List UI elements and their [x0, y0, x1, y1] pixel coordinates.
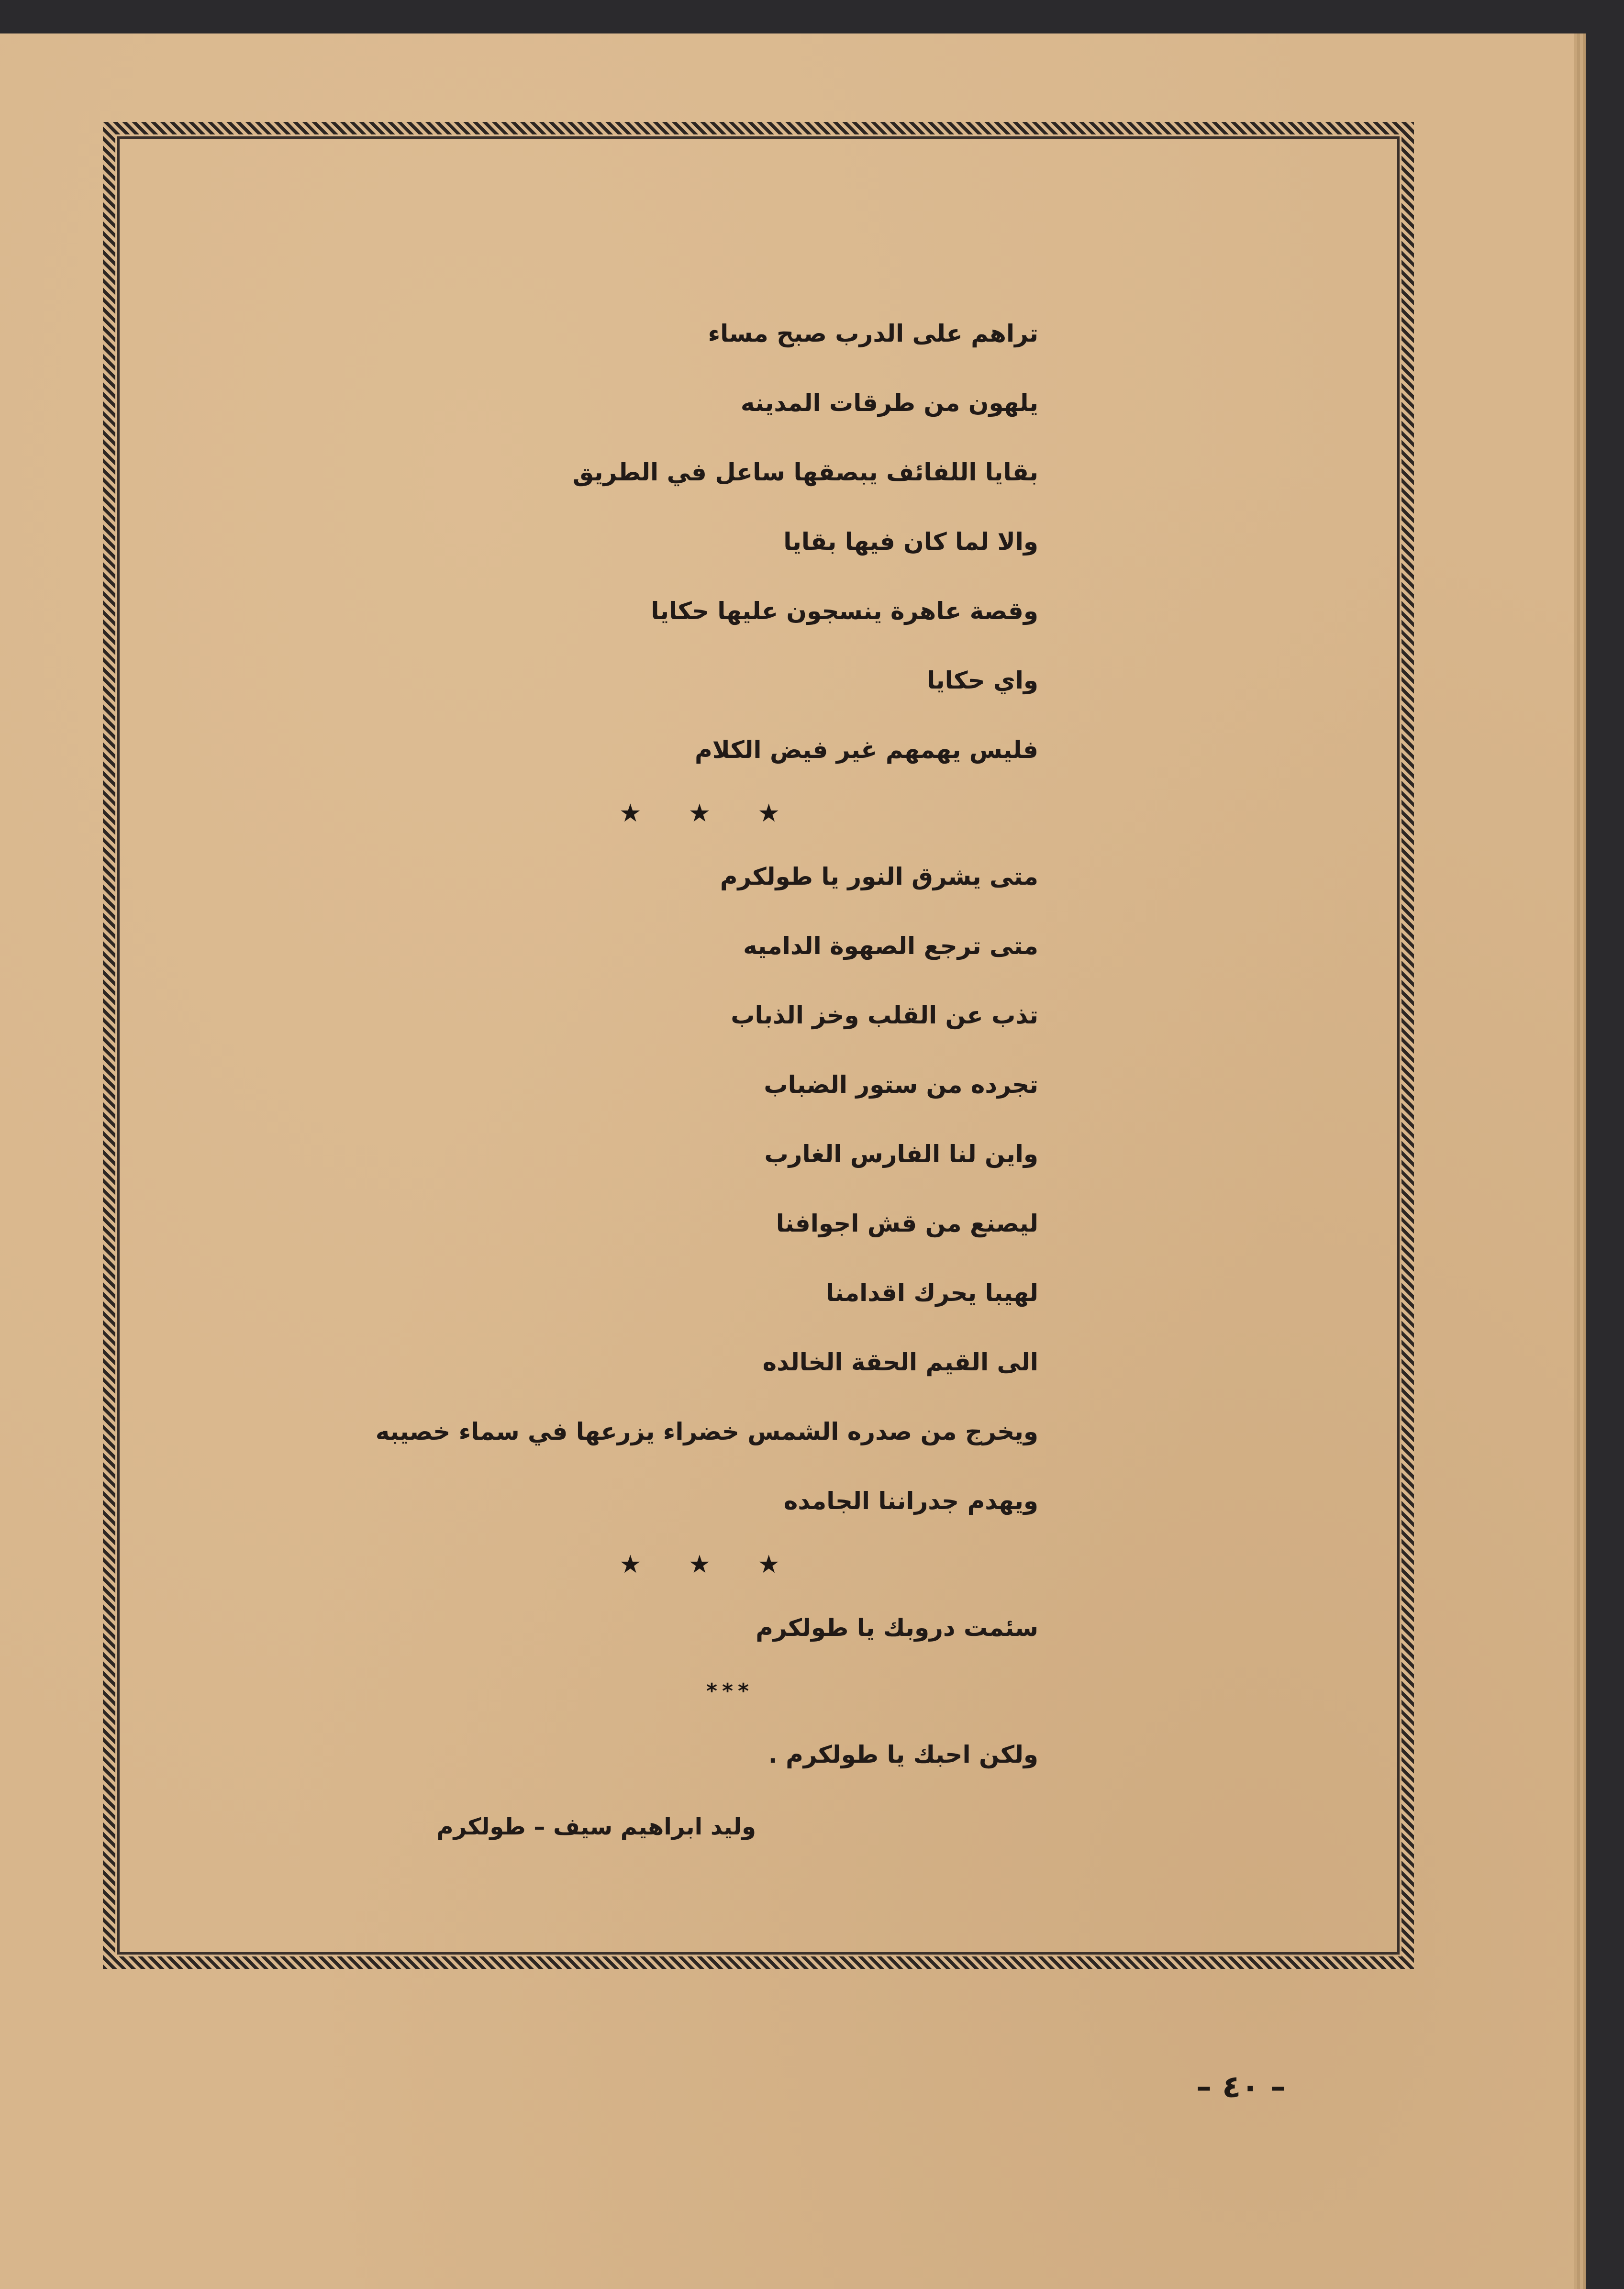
page	[0, 33, 1574, 2289]
poem-line: والا لما كان فيها بقايا	[783, 528, 1038, 556]
poem-line: واين لنا الفارس الغارب	[764, 1140, 1038, 1168]
poem-line: واي حكايا	[927, 667, 1038, 694]
poem-line: الى القيم الحقة الخالده	[762, 1348, 1038, 1376]
stanza-separator: ★ ★ ★	[619, 1550, 799, 1579]
poem-line: تذب عن القلب وخز الذباب	[731, 1001, 1038, 1029]
poem-line: يلهون من طرقات المدينه	[740, 389, 1038, 417]
poem-line: ويهدم جدراننا الجامده	[783, 1487, 1038, 1515]
poem-line: بقايا اللفائف يبصقها ساعل في الطريق	[572, 458, 1038, 486]
poem-line: لهيبا يحرك اقدامنا	[826, 1279, 1038, 1307]
poem-line: ليصنع من قش اجوافنا	[776, 1210, 1038, 1237]
stanza-separator: ★ ★ ★	[619, 799, 799, 828]
poem-line: ويخرج من صدره الشمس خضراء يزرعها في سماء خصيبه	[375, 1418, 1038, 1445]
page-number: – ٤٠ –	[1196, 2069, 1286, 2105]
stanza-separator: ***	[706, 1679, 754, 1703]
author-signature: وليد ابراهيم سيف – طولكرم	[436, 1813, 756, 1840]
poem-line: سئمت دروبك يا طولكرم	[756, 1614, 1038, 1642]
poem-body	[273, 299, 1038, 1789]
poem-line: متى ترجع الصهوة الداميه	[743, 932, 1038, 960]
poem-line: تراهم على الدرب صبح مساء	[708, 320, 1038, 347]
poem-line: تجرده من ستور الضباب	[764, 1071, 1038, 1099]
poem-line: ولكن احبك يا طولكرم .	[768, 1741, 1038, 1768]
poem-line: وقصة عاهرة ينسجون عليها حكايا	[651, 597, 1038, 625]
poem-line: فليس يهمهم غير فيض الكلام	[694, 736, 1038, 764]
poem-line: متى يشرق النور يا طولكرم	[720, 863, 1038, 890]
